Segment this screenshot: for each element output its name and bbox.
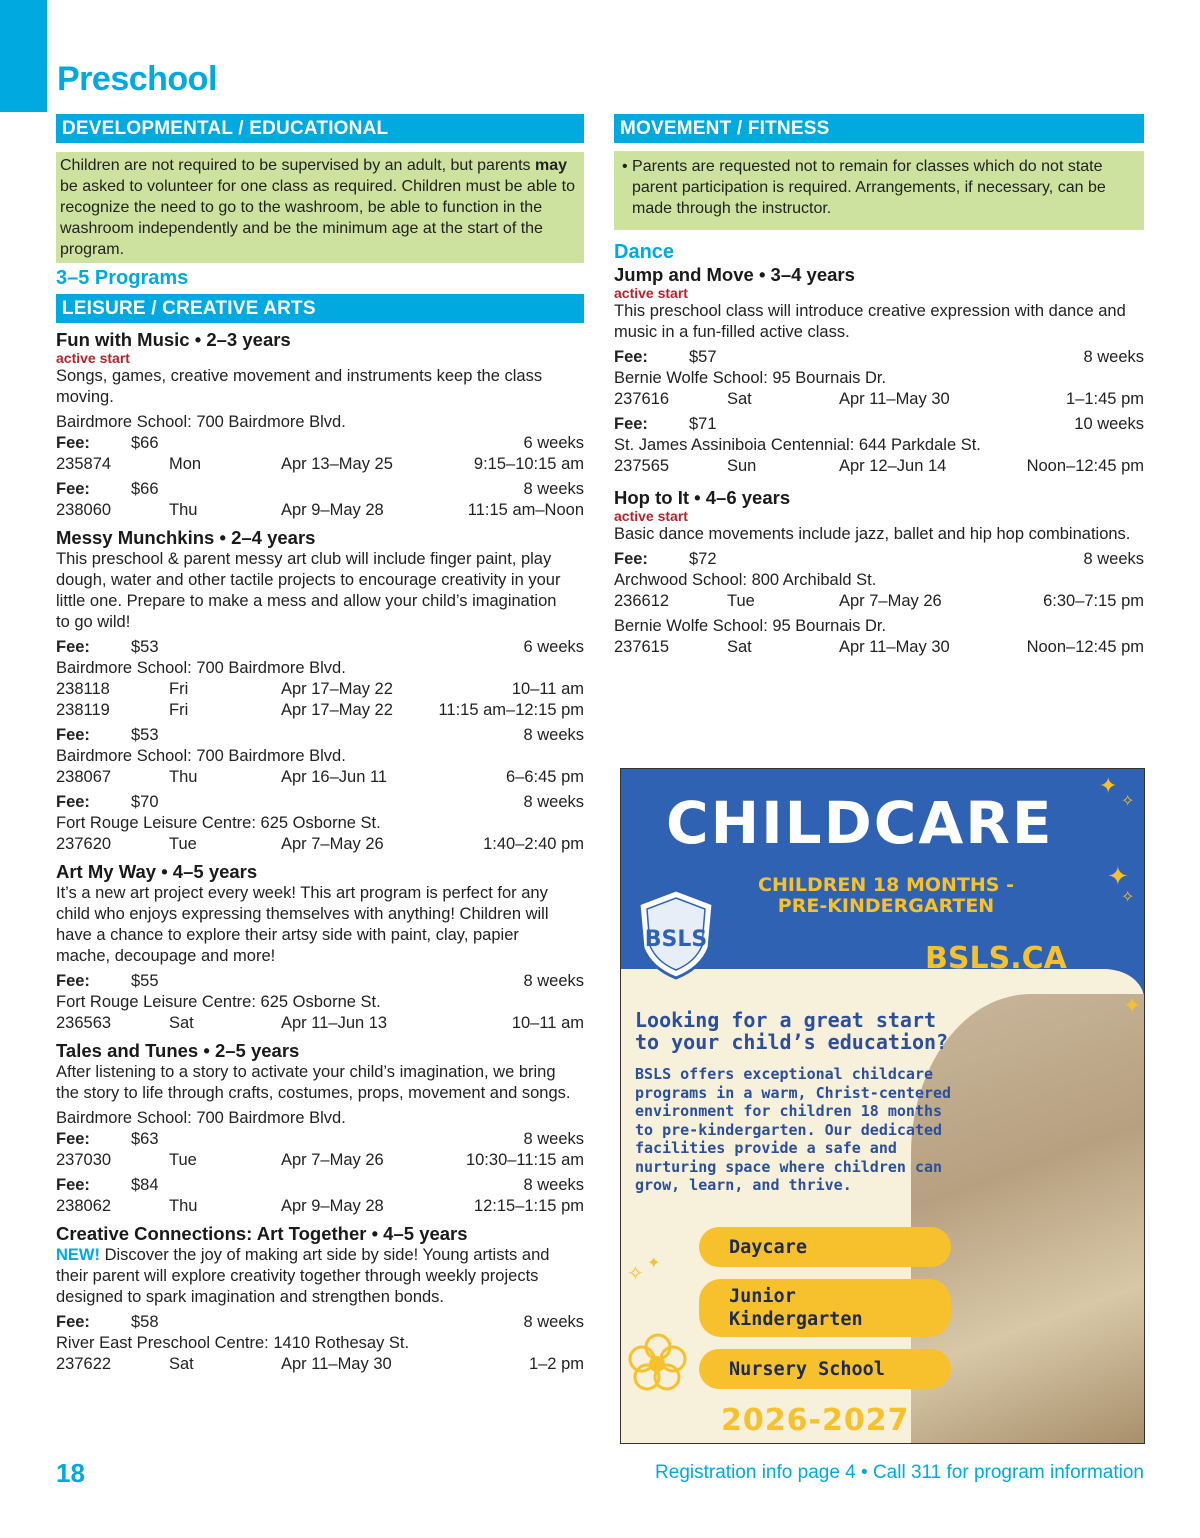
program-title: Messy Munchkins • 2–4 years	[56, 527, 316, 548]
age-line: PRE-KINDERGARTEN	[777, 895, 995, 917]
active-start-tag: active start	[56, 350, 130, 366]
fee-weeks: 8 weeks	[523, 726, 584, 744]
fee-amount: $58	[131, 1313, 159, 1331]
program-creative-connections	[56, 1223, 584, 1375]
pill-junior-kindergarten	[699, 1279, 951, 1337]
session-dates: Apr 7–May 26	[839, 592, 942, 610]
course-code: 238119	[56, 701, 110, 719]
session-dates: Apr 11–May 30	[839, 638, 950, 656]
fee-weeks: 8 weeks	[523, 1176, 584, 1194]
session-time: 9:15–10:15 am	[473, 455, 584, 473]
fee-row	[56, 637, 584, 658]
session-time: 6:30–7:15 pm	[1043, 592, 1144, 610]
session-day: Tue	[169, 835, 197, 853]
program-description: Songs, games, creative movement and instruments keep the class moving.	[56, 367, 543, 406]
session-day: Sun	[727, 457, 757, 475]
session-row	[56, 767, 584, 788]
fee-row	[56, 792, 584, 813]
session-row	[56, 454, 584, 475]
program-jump-and-move	[614, 264, 1144, 477]
session-dates: Apr 9–May 28	[281, 1197, 384, 1215]
pill-line: Kindergarten	[729, 1309, 863, 1330]
fee-row	[614, 549, 1144, 570]
session-time: 1–1:45 pm	[1066, 390, 1144, 408]
session-row	[614, 389, 1144, 410]
fee-weeks: 8 weeks	[1083, 348, 1144, 366]
location: Bairdmore School: 700 Bairdmore Blvd.	[56, 1109, 346, 1127]
program-fun-with-music	[56, 329, 584, 521]
question-line: Looking for a great start	[635, 1008, 937, 1032]
session-day: Thu	[169, 501, 198, 519]
location: Fort Rouge Leisure Centre: 625 Osborne St.	[56, 814, 381, 832]
fee-row	[56, 479, 584, 500]
ad-website[interactable]: BSLS.CA	[925, 941, 1067, 976]
session-row	[614, 591, 1144, 612]
note-text: Children are not required to be supervised by an adult, but parents	[60, 157, 535, 174]
session-time: 11:15 am–12:15 pm	[438, 701, 584, 719]
program-hop-to-it	[614, 487, 1144, 658]
location: Archwood School: 800 Archibald St.	[614, 571, 877, 589]
fee-amount: $71	[689, 415, 717, 433]
session-row	[56, 1196, 584, 1217]
new-tag: NEW!	[56, 1246, 100, 1264]
fee-label: Fee:	[56, 793, 90, 811]
left-column	[56, 114, 584, 1375]
right-column	[614, 114, 1144, 658]
program-description: Basic dance movements include jazz, ballet and hip hop combinations.	[614, 525, 1131, 543]
session-row	[56, 834, 584, 855]
session-dates: Apr 17–May 22	[281, 701, 393, 719]
fee-amount: $66	[131, 434, 159, 452]
fee-row	[614, 347, 1144, 368]
course-code: 237615	[614, 638, 670, 656]
session-day: Thu	[169, 768, 198, 786]
session-dates: Apr 11–Jun 13	[281, 1014, 388, 1032]
description-text: Discover the joy of making art side by side! Young artists and their parent will explore creativity together through weekly projects designed to spark imagination and strengthen bonds.	[56, 1246, 550, 1306]
session-time: 10–11 am	[511, 680, 584, 698]
session-dates: Apr 11–May 30	[839, 390, 950, 408]
fee-row	[56, 1129, 584, 1150]
course-code: 237565	[614, 457, 670, 475]
course-code: 238062	[56, 1197, 112, 1215]
session-row	[56, 679, 584, 700]
parent-note: • Parents are requested not to remain for classes which do not state parent participation is required. Arrangements, if necessary, can be made through the instructor.	[614, 151, 1144, 230]
programs-subheading: 3–5 Programs	[56, 267, 189, 289]
fee-weeks: 8 weeks	[523, 1313, 584, 1331]
session-time: Noon–12:45 pm	[1026, 457, 1144, 475]
program-description: After listening to a story to activate your child’s imagination, we bring the story to life through crafts, costumes, props, movement and songs.	[56, 1063, 571, 1102]
program-title: Creative Connections: Art Together • 4–5 years	[56, 1223, 468, 1244]
location: River East Preschool Centre: 1410 Rothesay St.	[56, 1334, 410, 1352]
flower-icon	[625, 1329, 691, 1395]
session-dates: Apr 17–May 22	[281, 680, 393, 698]
session-day: Tue	[169, 1151, 197, 1169]
fee-label: Fee:	[56, 972, 90, 990]
dance-subheading: Dance	[614, 241, 675, 263]
fee-label: Fee:	[56, 1176, 90, 1194]
session-day: Tue	[727, 592, 755, 610]
session-dates: Apr 12–Jun 14	[839, 457, 947, 475]
course-code: 237616	[614, 390, 670, 408]
note-text: be asked to volunteer for one class as required. Children must be able to recognize the need to go to the washroom, be able to function in the washroom independently and be the minimum age at the start of the program.	[60, 178, 575, 258]
fee-amount: $84	[131, 1176, 159, 1194]
location: Fort Rouge Leisure Centre: 625 Osborne St.	[56, 993, 381, 1011]
program-messy-munchkins	[56, 527, 584, 855]
fee-row	[614, 414, 1144, 435]
logo-text: BSLS	[644, 927, 708, 952]
active-start-tag: active start	[614, 508, 688, 524]
location: Bairdmore School: 700 Bairdmore Blvd.	[56, 747, 346, 765]
session-day: Fri	[169, 701, 189, 719]
course-code: 236563	[56, 1014, 112, 1032]
ad-question	[635, 1009, 948, 1053]
page-title: Preschool	[57, 60, 217, 98]
session-row	[614, 637, 1144, 658]
fee-label: Fee:	[56, 1130, 90, 1148]
fee-amount: $70	[131, 793, 159, 811]
ad-title: CHILDCARE	[666, 789, 1054, 857]
session-dates: Apr 7–May 26	[281, 835, 384, 853]
pill-nursery-school: Nursery School	[699, 1349, 951, 1389]
session-dates: Apr 16–Jun 11	[281, 768, 388, 786]
session-day: Thu	[169, 1197, 198, 1215]
sparkle-icon: ✧	[1121, 889, 1135, 906]
sparkle-icon: ✦	[1107, 861, 1129, 891]
fee-weeks: 8 weeks	[523, 793, 584, 811]
sparkle-icon: ✦	[1099, 773, 1118, 798]
program-title: Jump and Move • 3–4 years	[614, 264, 855, 285]
fee-row	[56, 971, 584, 992]
session-day: Mon	[169, 455, 202, 473]
section-developmental: DEVELOPMENTAL / EDUCATIONAL	[56, 114, 584, 143]
session-time: 1–2 pm	[528, 1355, 584, 1373]
fee-amount: $53	[131, 726, 159, 744]
fee-label: Fee:	[614, 550, 648, 568]
fee-label: Fee:	[56, 638, 90, 656]
bsls-logo	[635, 886, 717, 982]
ad-school-year: 2026-2027	[721, 1403, 910, 1438]
question-line: to your child’s education?	[635, 1030, 949, 1054]
pill-line: Junior	[729, 1286, 796, 1307]
session-row	[56, 500, 584, 521]
childcare-ad[interactable]	[620, 768, 1145, 1444]
course-code: 237622	[56, 1355, 112, 1373]
course-code: 236612	[614, 592, 670, 610]
fee-amount: $72	[689, 550, 717, 568]
course-code: 238060	[56, 501, 112, 519]
course-code: 237620	[56, 835, 112, 853]
footer-note: Registration info page 4 • Call 311 for program information	[655, 1462, 1144, 1483]
session-row	[56, 1150, 584, 1171]
session-day: Sat	[727, 390, 752, 408]
ad-paragraph: BSLS offers exceptional childcare programs in a warm, Christ-centered environment for children 18 months to pre-kindergarten. Our dedicated facilities provide a safe and nurturing space where children can grow, learn, and thrive.	[635, 1065, 952, 1194]
location: Bernie Wolfe School: 95 Bournais Dr.	[614, 617, 887, 635]
fee-weeks: 8 weeks	[523, 480, 584, 498]
session-row	[56, 700, 584, 721]
program-title: Fun with Music • 2–3 years	[56, 329, 291, 350]
session-time: 10–11 am	[511, 1014, 584, 1032]
location: Bernie Wolfe School: 95 Bournais Dr.	[614, 369, 887, 387]
program-title: Hop to It • 4–6 years	[614, 487, 791, 508]
program-description: This preschool & parent messy art club will include finger paint, play dough, water and other tactile projects to encourage creativity in your little one. Prepare to make a mess and allow your child’s imagination to go wild!	[56, 550, 561, 631]
session-time: 12:15–1:15 pm	[473, 1197, 584, 1215]
fee-amount: $57	[689, 348, 717, 366]
section-leisure: LEISURE / CREATIVE ARTS	[56, 294, 584, 323]
fee-weeks: 8 weeks	[523, 972, 584, 990]
session-row	[56, 1013, 584, 1034]
fee-label: Fee:	[56, 726, 90, 744]
session-row	[614, 456, 1144, 477]
location: Bairdmore School: 700 Bairdmore Blvd.	[56, 413, 346, 431]
session-dates: Apr 11–May 30	[281, 1355, 392, 1373]
location: St. James Assiniboia Centennial: 644 Parkdale St.	[614, 436, 981, 454]
age-line: CHILDREN 18 MONTHS -	[758, 874, 1014, 896]
program-art-my-way	[56, 861, 584, 1034]
session-day: Sat	[169, 1355, 194, 1373]
fee-amount: $55	[131, 972, 159, 990]
active-start-tag: active start	[614, 285, 688, 301]
session-time: 10:30–11:15 am	[465, 1151, 584, 1169]
supervision-note	[56, 152, 584, 263]
course-code: 237030	[56, 1151, 112, 1169]
program-description: This preschool class will introduce creative expression with dance and music in a fun-filled active class.	[614, 302, 1126, 341]
fee-label: Fee:	[614, 348, 648, 366]
fee-weeks: 8 weeks	[1083, 550, 1144, 568]
program-tales-and-tunes	[56, 1040, 584, 1217]
note-bold: may	[534, 157, 567, 174]
course-code: 235874	[56, 455, 112, 473]
sparkle-icon: ✦	[1123, 993, 1142, 1018]
program-description: It’s a new art project every week! This art program is perfect for any child who enjoys expressing themselves with anything! Children will have a chance to explore their artsy side with paint, clay, papier mache, decoupage and more!	[56, 884, 549, 965]
fee-label: Fee:	[56, 434, 90, 452]
page-number: 18	[56, 1458, 85, 1488]
sparkle-icon: ✧	[627, 1263, 644, 1285]
fee-row	[56, 1175, 584, 1196]
session-dates: Apr 9–May 28	[281, 501, 384, 519]
fee-weeks: 6 weeks	[523, 638, 584, 656]
sparkle-icon: ✦	[647, 1255, 661, 1272]
fee-label: Fee:	[56, 480, 90, 498]
program-title: Tales and Tunes • 2–5 years	[56, 1040, 300, 1061]
fee-weeks: 6 weeks	[523, 434, 584, 452]
fee-label: Fee:	[614, 415, 648, 433]
corner-tab	[0, 0, 47, 112]
fee-row	[56, 433, 584, 454]
course-code: 238118	[56, 680, 110, 698]
fee-amount: $66	[131, 480, 159, 498]
session-dates: Apr 7–May 26	[281, 1151, 384, 1169]
program-title: Art My Way • 4–5 years	[56, 861, 258, 882]
session-row	[56, 1354, 584, 1375]
session-day: Sat	[169, 1014, 194, 1032]
pill-daycare: Daycare	[699, 1227, 951, 1267]
session-dates: Apr 13–May 25	[281, 455, 393, 473]
session-day: Fri	[169, 680, 189, 698]
program-description	[56, 1245, 574, 1308]
fee-amount: $53	[131, 638, 159, 656]
ad-age-range	[741, 875, 1031, 917]
session-time: 6–6:45 pm	[506, 768, 584, 786]
fee-weeks: 8 weeks	[523, 1130, 584, 1148]
course-code: 238067	[56, 768, 112, 786]
fee-row	[56, 725, 584, 746]
session-time: 1:40–2:40 pm	[483, 835, 584, 853]
session-time: 11:15 am–Noon	[467, 501, 584, 519]
session-time: Noon–12:45 pm	[1026, 638, 1144, 656]
fee-label: Fee:	[56, 1313, 90, 1331]
session-day: Sat	[727, 638, 752, 656]
location: Bairdmore School: 700 Bairdmore Blvd.	[56, 659, 346, 677]
fee-row	[56, 1312, 584, 1333]
fee-amount: $63	[131, 1130, 159, 1148]
section-movement: MOVEMENT / FITNESS	[614, 114, 1144, 143]
fee-weeks: 10 weeks	[1074, 415, 1144, 433]
sparkle-icon: ✧	[1121, 793, 1135, 810]
